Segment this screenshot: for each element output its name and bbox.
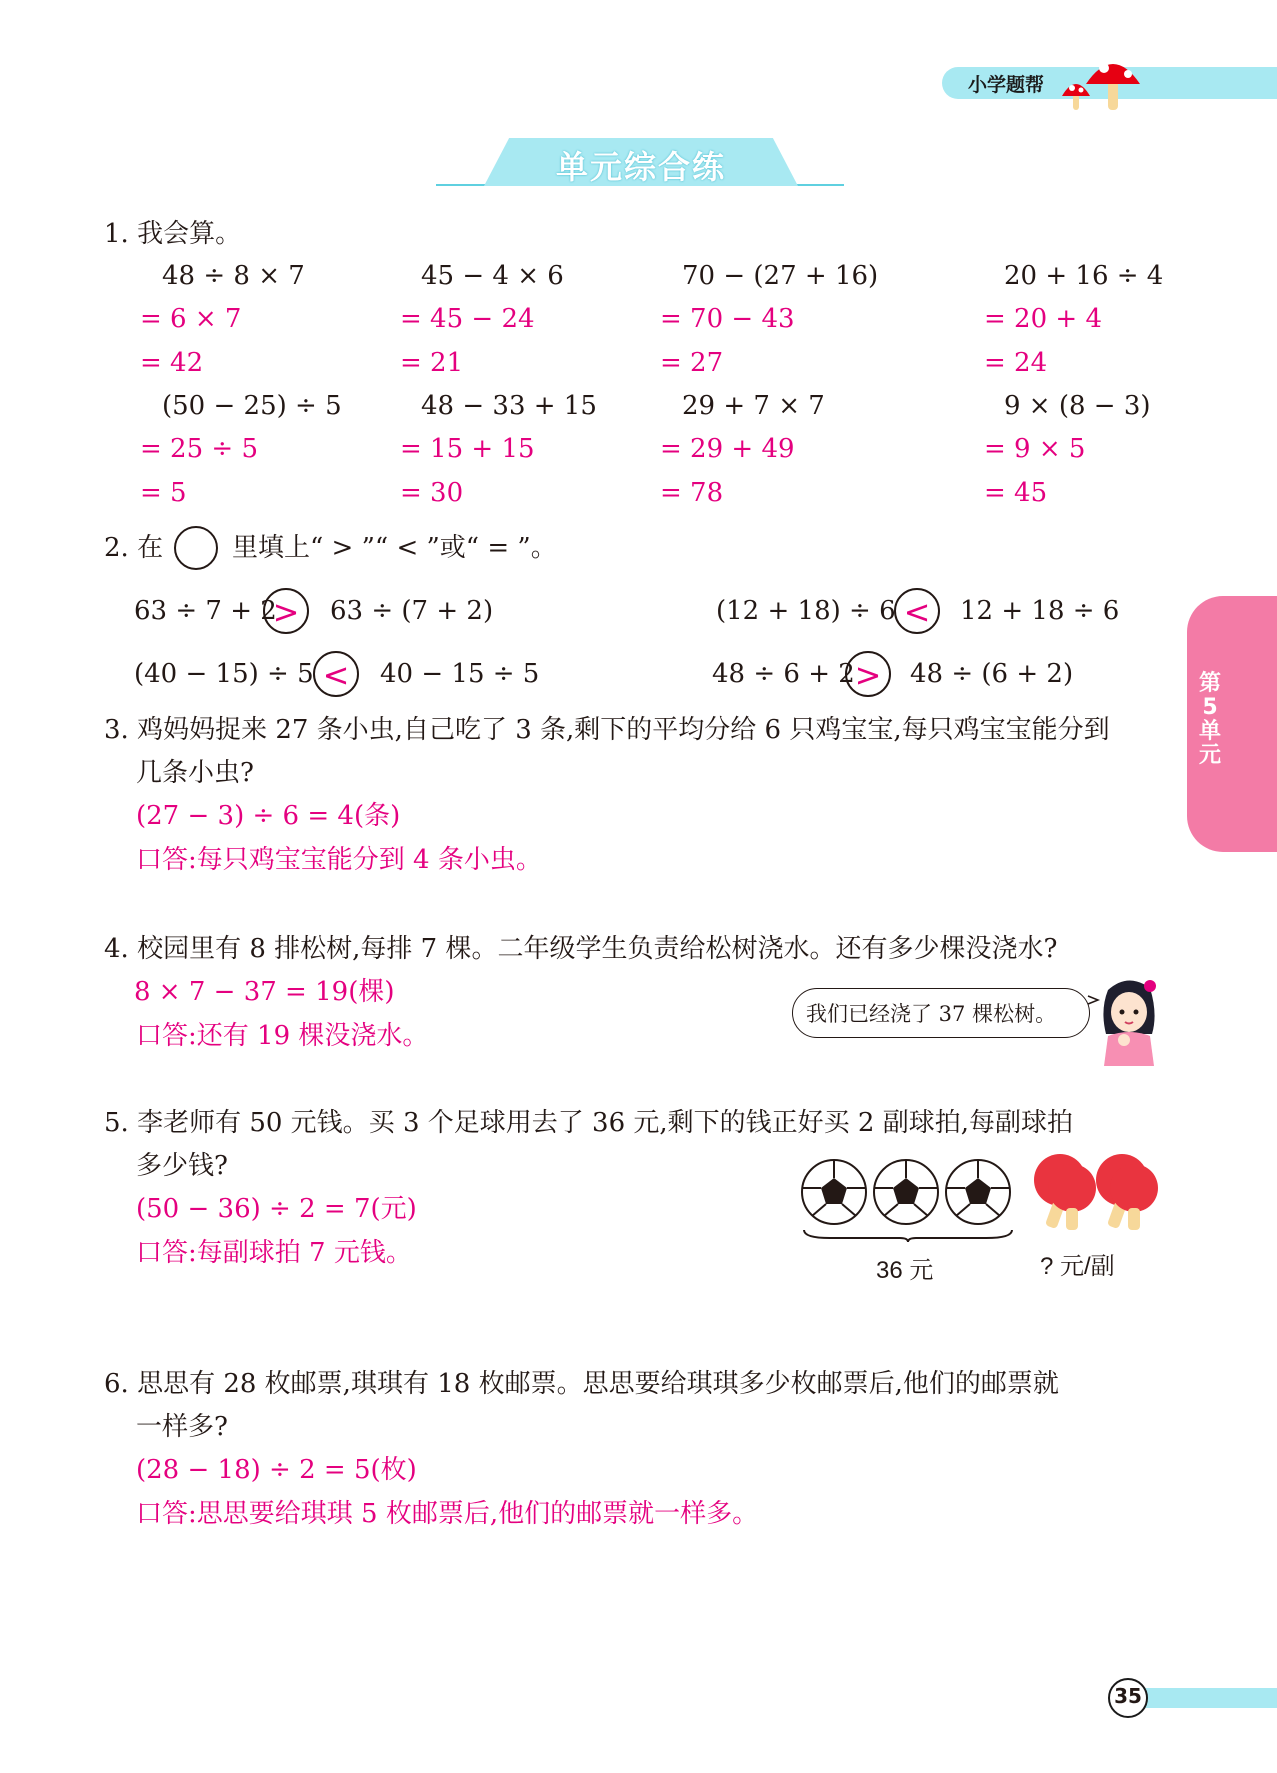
q6-text-line1: 6. 思思有 28 枚邮票,琪琪有 18 枚邮票。思思要给琪琪多少枚邮票后,他们的邮票就 xyxy=(104,1369,1059,1399)
q2-right: 40 − 15 ÷ 5 xyxy=(380,659,540,689)
q3-formula: (27 − 3) ÷ 6 = 4(条) xyxy=(136,801,401,831)
q3-text-line2: 几条小虫? xyxy=(136,758,254,788)
unit-side-label: 第5单元 xyxy=(1198,671,1221,768)
q5-formula: (50 − 36) ÷ 2 = 7(元) xyxy=(136,1194,417,1224)
q1-result: = 30 xyxy=(400,478,464,508)
page-number: 35 xyxy=(1114,1684,1142,1708)
q2-stem-start: 2. 在 xyxy=(104,533,164,563)
q2-answer-circle: < xyxy=(894,588,940,634)
q6-formula: (28 − 18) ÷ 2 = 5(枚) xyxy=(136,1455,417,1485)
q2-right: 12 + 18 ÷ 6 xyxy=(960,596,1120,626)
q1-expr: 45 − 4 × 6 xyxy=(421,261,564,291)
page-title: 单元综合练 xyxy=(555,148,726,186)
q1-expr: 48 ÷ 8 × 7 xyxy=(162,261,305,291)
q4-text-line1: 4. 校园里有 8 排松树,每排 7 棵。二年级学生负责给松树浇水。还有多少棵没浇水? xyxy=(104,934,1058,964)
q1-step: = 70 − 43 xyxy=(660,304,795,334)
q1-result: = 45 xyxy=(984,478,1048,508)
q2-answer-circle: < xyxy=(313,651,359,697)
balls-price-label: 36 元 xyxy=(876,1257,934,1284)
q1-result: = 24 xyxy=(984,348,1048,378)
q1-result: = 21 xyxy=(400,348,464,378)
q1-expr: 48 − 33 + 15 xyxy=(421,391,597,421)
q1-expr: 20 + 16 ÷ 4 xyxy=(1004,261,1164,291)
q1-step: = 20 + 4 xyxy=(984,304,1102,334)
paddle-price-label: ? 元/副 xyxy=(1040,1253,1115,1280)
football-icons xyxy=(800,1158,1016,1242)
q1-step: = 9 × 5 xyxy=(984,434,1086,464)
q3-answer: 口答:每只鸡宝宝能分到 4 条小虫。 xyxy=(136,845,542,875)
q1-step: = 15 + 15 xyxy=(400,434,535,464)
q5-text-line2: 多少钱? xyxy=(136,1151,228,1181)
q1-result: = 27 xyxy=(660,348,724,378)
q1-result: = 42 xyxy=(140,348,204,378)
q1-expr: 70 − (27 + 16) xyxy=(682,261,879,291)
q4-answer: 口答:还有 19 棵没浇水。 xyxy=(136,1021,429,1051)
q2-right: 48 ÷ (6 + 2) xyxy=(910,659,1074,689)
blank-circle-icon xyxy=(174,526,218,570)
q5-answer: 口答:每副球拍 7 元钱。 xyxy=(136,1238,412,1268)
q1-result: = 5 xyxy=(140,478,187,508)
q2-left: (12 + 18) ÷ 6 xyxy=(716,596,896,626)
q1-step: = 45 − 24 xyxy=(400,304,535,334)
q5-text-line1: 5. 李老师有 50 元钱。买 3 个足球用去了 36 元,剩下的钱正好买 2 副球拍,每副球拍 xyxy=(104,1108,1073,1138)
q2-right: 63 ÷ (7 + 2) xyxy=(330,596,494,626)
q1-step: = 6 × 7 xyxy=(140,304,242,334)
mushroom-icon xyxy=(1056,44,1146,116)
speech-bubble-text: 我们已经浇了 37 棵松树。 xyxy=(806,1002,1057,1026)
q2-left: 63 ÷ 7 + 2 xyxy=(134,596,277,626)
q2-answer-circle: > xyxy=(263,588,309,634)
girl-icon xyxy=(1084,974,1164,1066)
q1-expr: 29 + 7 × 7 xyxy=(682,391,825,421)
paddle-icons xyxy=(1030,1150,1170,1232)
q1-step: = 29 + 49 xyxy=(660,434,795,464)
q1-stem: 1. 我会算。 xyxy=(104,219,242,249)
q2-stem-end: 里填上“ > ”“ < ”或“ = ”。 xyxy=(232,533,557,563)
q6-text-line2: 一样多? xyxy=(136,1412,228,1442)
footer-bar xyxy=(1142,1688,1277,1708)
q3-text-line1: 3. 鸡妈妈捉来 27 条小虫,自己吃了 3 条,剩下的平均分给 6 只鸡宝宝,每只鸡宝宝能分到 xyxy=(104,715,1110,745)
q1-expr: 9 × (8 − 3) xyxy=(1004,391,1151,421)
q1-result: = 78 xyxy=(660,478,724,508)
q1-step: = 25 ÷ 5 xyxy=(140,434,258,464)
q6-answer: 口答:思思要给琪琪 5 枚邮票后,他们的邮票就一样多。 xyxy=(136,1499,759,1529)
q1-expr: (50 − 25) ÷ 5 xyxy=(162,391,342,421)
q4-formula: 8 × 7 − 37 = 19(棵) xyxy=(134,977,395,1007)
q2-answer-circle: > xyxy=(845,651,891,697)
q2-left: (40 − 15) ÷ 5 xyxy=(134,659,314,689)
q2-left: 48 ÷ 6 + 2 xyxy=(712,659,855,689)
header-brand: 小学题帮 xyxy=(968,74,1045,96)
